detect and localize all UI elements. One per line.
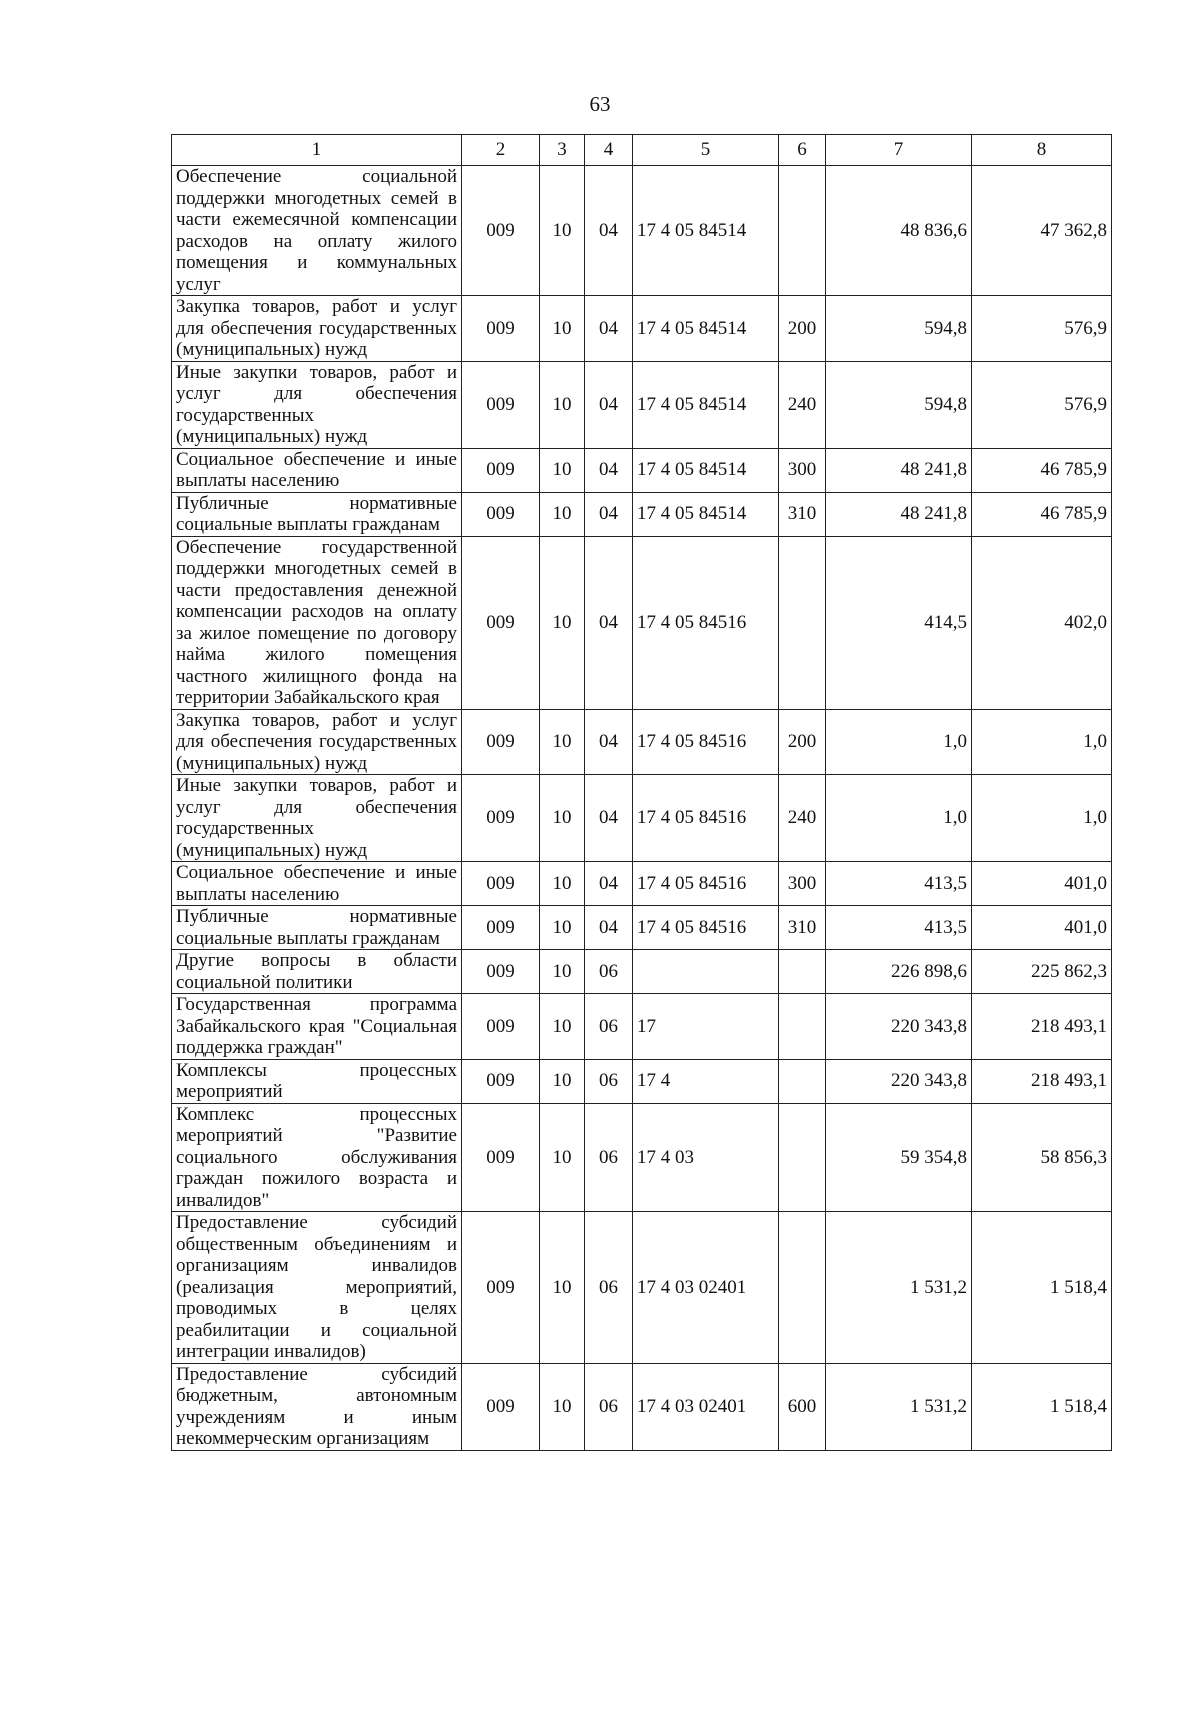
table-body — [172, 166, 1112, 1451]
expense-type-cell: 310 — [779, 906, 826, 950]
table-row — [172, 1363, 1112, 1450]
amount-second-year-cell: 225 862,3 — [972, 950, 1112, 994]
budget-table — [171, 134, 1112, 1451]
subsection-code-cell: 04 — [585, 448, 633, 492]
amount-first-year-cell: 220 343,8 — [826, 1059, 972, 1103]
amount-first-year-cell: 413,5 — [826, 862, 972, 906]
row-name-cell: Комплекс процессных мероприятий "Развитие социального обслуживания граждан пожилого возраста и инвалидов" — [172, 1103, 462, 1212]
amount-first-year-cell: 48 241,8 — [826, 448, 972, 492]
amount-first-year-cell: 1,0 — [826, 775, 972, 862]
amount-second-year-cell: 46 785,9 — [972, 448, 1112, 492]
ministry-code-cell: 009 — [462, 166, 540, 296]
section-code-cell: 10 — [540, 775, 585, 862]
ministry-code-cell: 009 — [462, 448, 540, 492]
section-code-cell: 10 — [540, 1212, 585, 1364]
expense-type-cell — [779, 536, 826, 709]
target-article-cell: 17 4 — [633, 1059, 779, 1103]
row-name-cell: Иные закупки товаров, работ и услуг для обеспечения государственных (муниципальных) нужд — [172, 775, 462, 862]
section-code-cell: 10 — [540, 361, 585, 448]
target-article-cell: 17 4 05 84514 — [633, 166, 779, 296]
target-article-cell — [633, 950, 779, 994]
ministry-code-cell: 009 — [462, 1212, 540, 1364]
row-name-cell: Обеспечение государственной поддержки многодетных семей в части предоставления денежной компенсации расходов на оплату за жилое помещение по договору найма жилого помещения частного жилищного фонда на территории Забайкальского края — [172, 536, 462, 709]
ministry-code-cell: 009 — [462, 906, 540, 950]
table-row — [172, 536, 1112, 709]
subsection-code-cell: 06 — [585, 1059, 633, 1103]
ministry-code-cell: 009 — [462, 296, 540, 362]
table-row — [172, 361, 1112, 448]
row-name-cell: Публичные нормативные социальные выплаты гражданам — [172, 906, 462, 950]
amount-second-year-cell: 1,0 — [972, 775, 1112, 862]
row-name-cell: Другие вопросы в области социальной политики — [172, 950, 462, 994]
target-article-cell: 17 4 03 — [633, 1103, 779, 1212]
target-article-cell: 17 4 03 02401 — [633, 1212, 779, 1364]
subsection-code-cell: 06 — [585, 1103, 633, 1212]
subsection-code-cell: 04 — [585, 536, 633, 709]
expense-type-cell: 300 — [779, 862, 826, 906]
row-name-cell: Социальное обеспечение и иные выплаты населению — [172, 862, 462, 906]
target-article-cell: 17 4 05 84516 — [633, 862, 779, 906]
header-row — [172, 135, 1112, 166]
table-row — [172, 492, 1112, 536]
expense-type-cell: 600 — [779, 1363, 826, 1450]
row-name-cell: Закупка товаров, работ и услуг для обеспечения государственных (муниципальных) нужд — [172, 296, 462, 362]
amount-second-year-cell: 1 518,4 — [972, 1212, 1112, 1364]
section-code-cell: 10 — [540, 1059, 585, 1103]
amount-second-year-cell: 47 362,8 — [972, 166, 1112, 296]
section-code-cell: 10 — [540, 906, 585, 950]
row-name-cell: Государственная программа Забайкальского края "Социальная поддержка граждан" — [172, 994, 462, 1060]
amount-first-year-cell: 59 354,8 — [826, 1103, 972, 1212]
amount-second-year-cell: 576,9 — [972, 361, 1112, 448]
section-code-cell: 10 — [540, 862, 585, 906]
section-code-cell: 10 — [540, 950, 585, 994]
subsection-code-cell: 04 — [585, 906, 633, 950]
row-name-cell: Публичные нормативные социальные выплаты гражданам — [172, 492, 462, 536]
expense-type-cell: 200 — [779, 296, 826, 362]
column-header: 7 — [826, 135, 972, 166]
column-header: 3 — [540, 135, 585, 166]
subsection-code-cell: 06 — [585, 950, 633, 994]
amount-first-year-cell: 594,8 — [826, 361, 972, 448]
subsection-code-cell: 04 — [585, 166, 633, 296]
column-header: 2 — [462, 135, 540, 166]
amount-second-year-cell: 58 856,3 — [972, 1103, 1112, 1212]
column-header: 8 — [972, 135, 1112, 166]
amount-first-year-cell: 414,5 — [826, 536, 972, 709]
row-name-cell: Предоставление субсидий бюджетным, автономным учреждениям и иным некоммерческим организациям — [172, 1363, 462, 1450]
section-code-cell: 10 — [540, 709, 585, 775]
expense-type-cell — [779, 994, 826, 1060]
target-article-cell: 17 4 05 84516 — [633, 775, 779, 862]
amount-first-year-cell: 220 343,8 — [826, 994, 972, 1060]
amount-first-year-cell: 594,8 — [826, 296, 972, 362]
table-row — [172, 166, 1112, 296]
amount-first-year-cell: 1 531,2 — [826, 1212, 972, 1364]
amount-first-year-cell: 48 836,6 — [826, 166, 972, 296]
ministry-code-cell: 009 — [462, 1363, 540, 1450]
ministry-code-cell: 009 — [462, 1103, 540, 1212]
subsection-code-cell: 04 — [585, 492, 633, 536]
ministry-code-cell: 009 — [462, 862, 540, 906]
column-header: 4 — [585, 135, 633, 166]
row-name-cell: Обеспечение социальной поддержки многодетных семей в части ежемесячной компенсации расходов на оплату жилого помещения и коммунальных услуг — [172, 166, 462, 296]
amount-second-year-cell: 576,9 — [972, 296, 1112, 362]
column-header: 1 — [172, 135, 462, 166]
amount-second-year-cell: 1,0 — [972, 709, 1112, 775]
expense-type-cell: 200 — [779, 709, 826, 775]
subsection-code-cell: 04 — [585, 709, 633, 775]
subsection-code-cell: 06 — [585, 1212, 633, 1364]
amount-first-year-cell: 226 898,6 — [826, 950, 972, 994]
expense-type-cell: 240 — [779, 361, 826, 448]
row-name-cell: Предоставление субсидий общественным объединениям и организациям инвалидов (реализация мероприятий, проводимых в целях реабилитации и социальной интеграции инвалидов) — [172, 1212, 462, 1364]
ministry-code-cell: 009 — [462, 492, 540, 536]
amount-second-year-cell: 46 785,9 — [972, 492, 1112, 536]
table-row — [172, 775, 1112, 862]
subsection-code-cell: 04 — [585, 862, 633, 906]
target-article-cell: 17 4 05 84514 — [633, 361, 779, 448]
table-row — [172, 296, 1112, 362]
subsection-code-cell: 04 — [585, 775, 633, 862]
ministry-code-cell: 009 — [462, 950, 540, 994]
table-row — [172, 862, 1112, 906]
subsection-code-cell: 04 — [585, 361, 633, 448]
row-name-cell: Закупка товаров, работ и услуг для обеспечения государственных (муниципальных) нужд — [172, 709, 462, 775]
table-row — [172, 906, 1112, 950]
ministry-code-cell: 009 — [462, 994, 540, 1060]
target-article-cell: 17 4 05 84514 — [633, 492, 779, 536]
column-header: 5 — [633, 135, 779, 166]
ministry-code-cell: 009 — [462, 536, 540, 709]
section-code-cell: 10 — [540, 448, 585, 492]
table-header — [172, 135, 1112, 166]
expense-type-cell: 240 — [779, 775, 826, 862]
target-article-cell: 17 4 05 84516 — [633, 709, 779, 775]
expense-type-cell: 300 — [779, 448, 826, 492]
amount-second-year-cell: 402,0 — [972, 536, 1112, 709]
ministry-code-cell: 009 — [462, 709, 540, 775]
ministry-code-cell: 009 — [462, 1059, 540, 1103]
section-code-cell: 10 — [540, 492, 585, 536]
page-number: 63 — [589, 92, 611, 116]
amount-second-year-cell: 218 493,1 — [972, 1059, 1112, 1103]
section-code-cell: 10 — [540, 994, 585, 1060]
expense-type-cell — [779, 1212, 826, 1364]
amount-first-year-cell: 413,5 — [826, 906, 972, 950]
expense-type-cell: 310 — [779, 492, 826, 536]
amount-second-year-cell: 218 493,1 — [972, 994, 1112, 1060]
amount-second-year-cell: 401,0 — [972, 906, 1112, 950]
target-article-cell: 17 4 03 02401 — [633, 1363, 779, 1450]
row-name-cell: Комплексы процессных мероприятий — [172, 1059, 462, 1103]
section-code-cell: 10 — [540, 296, 585, 362]
row-name-cell: Социальное обеспечение и иные выплаты населению — [172, 448, 462, 492]
table-row — [172, 950, 1112, 994]
expense-type-cell — [779, 1059, 826, 1103]
expense-type-cell — [779, 1103, 826, 1212]
target-article-cell: 17 4 05 84514 — [633, 448, 779, 492]
expense-type-cell — [779, 950, 826, 994]
ministry-code-cell: 009 — [462, 775, 540, 862]
target-article-cell: 17 — [633, 994, 779, 1060]
section-code-cell: 10 — [540, 166, 585, 296]
subsection-code-cell: 04 — [585, 296, 633, 362]
column-header: 6 — [779, 135, 826, 166]
target-article-cell: 17 4 05 84516 — [633, 536, 779, 709]
ministry-code-cell: 009 — [462, 361, 540, 448]
target-article-cell: 17 4 05 84516 — [633, 906, 779, 950]
amount-second-year-cell: 1 518,4 — [972, 1363, 1112, 1450]
table-row — [172, 448, 1112, 492]
amount-first-year-cell: 1 531,2 — [826, 1363, 972, 1450]
section-code-cell: 10 — [540, 536, 585, 709]
target-article-cell: 17 4 05 84514 — [633, 296, 779, 362]
table-row — [172, 1212, 1112, 1364]
amount-first-year-cell: 1,0 — [826, 709, 972, 775]
row-name-cell: Иные закупки товаров, работ и услуг для обеспечения государственных (муниципальных) нужд — [172, 361, 462, 448]
section-code-cell: 10 — [540, 1103, 585, 1212]
amount-first-year-cell: 48 241,8 — [826, 492, 972, 536]
subsection-code-cell: 06 — [585, 994, 633, 1060]
subsection-code-cell: 06 — [585, 1363, 633, 1450]
table-row — [172, 994, 1112, 1060]
table-row — [172, 709, 1112, 775]
amount-second-year-cell: 401,0 — [972, 862, 1112, 906]
table-row — [172, 1059, 1112, 1103]
section-code-cell: 10 — [540, 1363, 585, 1450]
table-row — [172, 1103, 1112, 1212]
expense-type-cell — [779, 166, 826, 296]
